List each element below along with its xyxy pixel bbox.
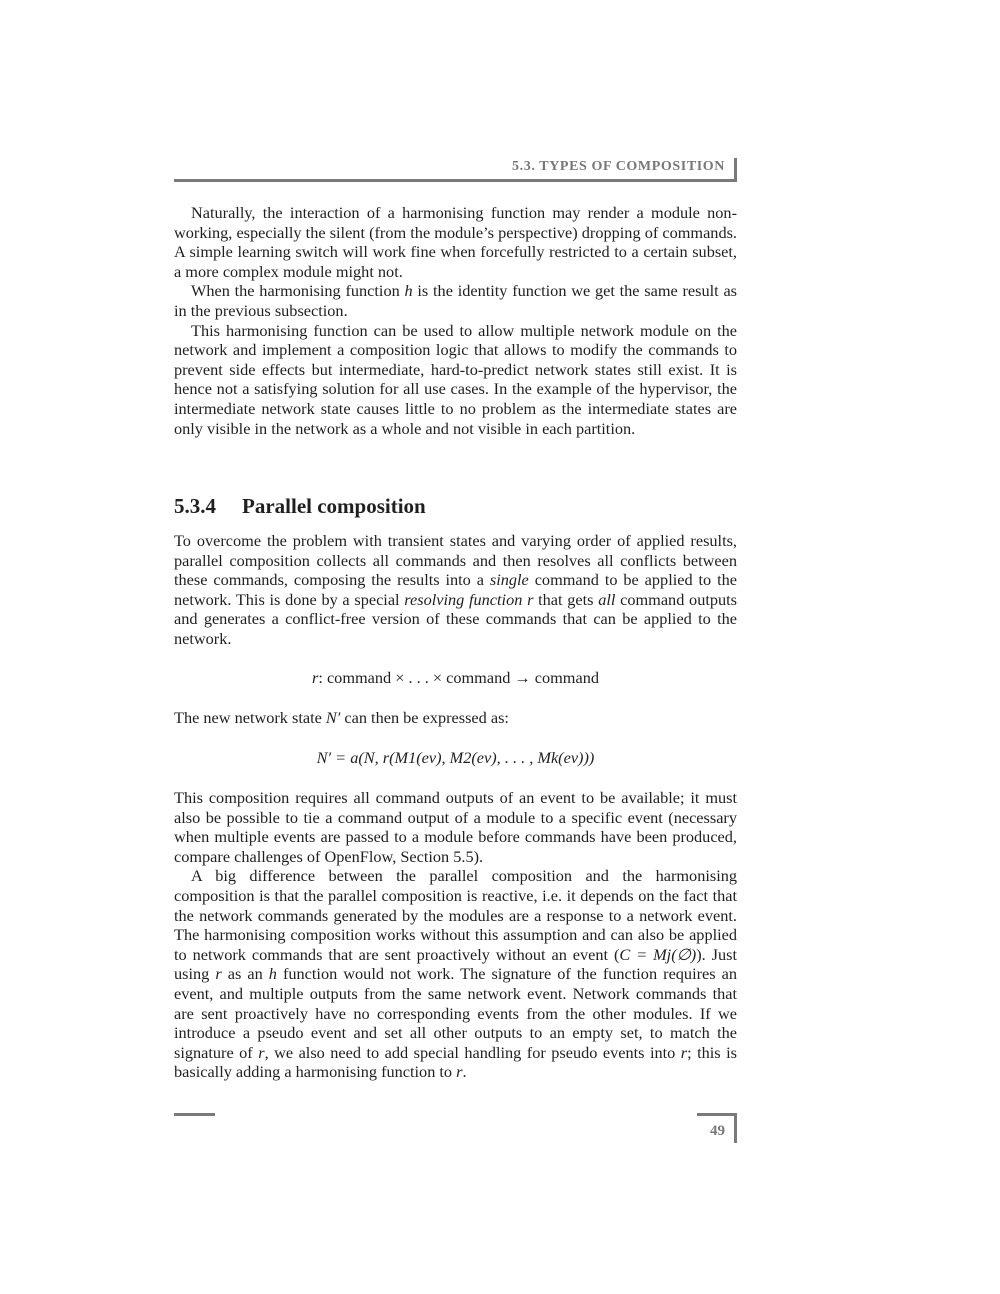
emphasis-single: single xyxy=(489,570,529,590)
section-number: 5.3.4 xyxy=(174,494,216,518)
text-run: , we also need to add special handling for pseudo events into xyxy=(264,1042,681,1062)
text-run: ). Just using xyxy=(174,944,737,984)
text-run: A big difference between the parallel composition and the harmonising composition is that the parallel composition is reactive, i.e. it depends on the fact that the network commands generated by the modules are a response to a network event. The harmonising composition works without this assumption and can also be applied to network commands that are sent proactively without an event ( xyxy=(174,866,737,964)
paragraph-new-state xyxy=(174,708,737,728)
math-formula: C = Mj(∅) xyxy=(619,944,697,964)
text-run: ; this is basically adding a harmonising function to xyxy=(174,1042,737,1082)
text-run: When the harmonising function xyxy=(191,281,405,301)
section-heading xyxy=(174,494,737,519)
paragraph-overcome xyxy=(174,531,737,649)
overcome-text-block xyxy=(174,531,737,649)
footer-rule-left xyxy=(174,1113,215,1116)
equation-new-state xyxy=(174,748,737,768)
emphasis-resolving-function: resolving function r xyxy=(404,589,534,609)
text-run: function would not work. The signature of the function requires an event, and multiple outputs from the same network event. Network commands that are sent proactively have no corresponding events from the other modules. If we introduce a pseudo event and set all other outputs to an empty set, to match the signature of xyxy=(174,964,737,1062)
equation-rhs: : command × . . . × command → command xyxy=(318,668,599,687)
newstate-text-block xyxy=(174,708,737,728)
text-run: is the identity function we get the same result as in the previous subsection. xyxy=(174,281,738,320)
text-run: . xyxy=(462,1062,467,1082)
text-run: that gets xyxy=(533,589,599,609)
math-var-r: r xyxy=(680,1042,688,1062)
parallel-text-block xyxy=(174,788,737,1082)
text-run: To overcome the problem with transient states and varying order of applied results, parallel composition collects all commands and then resolves all conflicts between these commands, composing the results into a xyxy=(174,531,737,590)
paragraph-identity xyxy=(174,281,737,320)
math-var-r: r xyxy=(312,668,319,687)
section-title: Parallel composition xyxy=(242,494,426,518)
math-var-h: h xyxy=(404,281,413,301)
text-run: as an xyxy=(221,964,269,984)
paragraph-interaction: Naturally, the interaction of a harmonising function may render a module non-working, especially the silent (from the module’s perspective) dropping of commands. A simple learning switch will work fine when forcefully restricted to a certain subset, a more complex module might not. xyxy=(174,203,737,281)
intro-text-block xyxy=(174,203,737,438)
equation-resolving-signature xyxy=(174,668,737,688)
text-run: command to be applied to the network. This is done by a special xyxy=(174,570,737,609)
math-var-n-prime: N′ xyxy=(325,708,341,727)
paragraph-difference xyxy=(174,866,737,1082)
page-number: 49 xyxy=(710,1123,725,1139)
equation-new-state-text: N′ = a(N, r(M1(ev), M2(ev), . . . , Mk(ev))) xyxy=(316,748,595,767)
math-var-r: r xyxy=(258,1042,265,1062)
math-var-r: r xyxy=(456,1062,463,1082)
footer-rule-right xyxy=(697,1113,737,1116)
paragraph-harmonising-use: This harmonising function can be used to allow multiple network module on the network and implement a composition logic that allows to modify the commands to prevent side effects but intermediate, hard-to-predict network states still exist. It is hence not a satisfying solution for all use cases. In the example of the hypervisor, the intermediate network state causes little to no problem as the intermediate states are only visible in the network as a whole and not visible in each partition. xyxy=(174,320,737,438)
paragraph-requires: This composition requires all command outputs of an event to be available; it must also be possible to tie a command output of a module to a specific event (necessary when multiple events are passed to a module before commands have been produced, compare challenges of OpenFlow, Section 5.5). xyxy=(174,788,737,866)
text-run: The new network state xyxy=(174,708,326,727)
footer-corner-tick xyxy=(734,1113,737,1143)
emphasis-all: all xyxy=(598,589,616,609)
header-rule xyxy=(174,179,737,182)
text-run: command outputs and generates a conflict-free version of these commands that can be applied to the network. xyxy=(174,589,737,648)
math-var-r: r xyxy=(215,964,222,984)
running-header: 5.3. TYPES OF COMPOSITION xyxy=(512,159,725,174)
text-run: can then be expressed as: xyxy=(340,708,509,727)
math-var-h: h xyxy=(268,964,277,984)
